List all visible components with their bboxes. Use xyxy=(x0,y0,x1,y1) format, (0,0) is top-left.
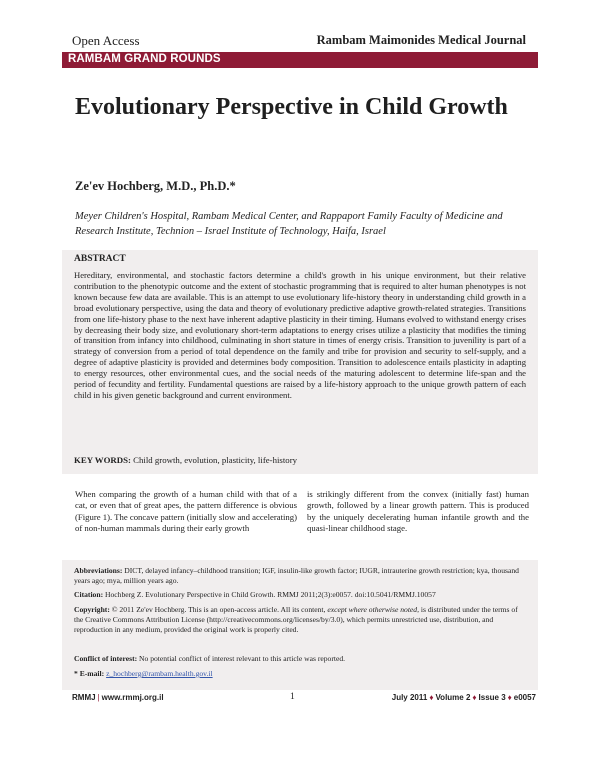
conflict-text: No potential conflict of interest relevant to this article was reported. xyxy=(139,654,346,663)
abbreviations-label: Abbreviations: xyxy=(74,566,123,575)
footer-url[interactable]: www.rmmj.org.il xyxy=(101,693,164,702)
copyright-text-b: is distributed under the terms of the Creative Commons Attribution License (http://creativecommons.org/licenses/by/3.0), which permits unrestricted use, distribution, and reproduction in any medium, provided the original work is properly cited. xyxy=(74,605,518,635)
footer-site xyxy=(72,693,164,702)
keywords-label: KEY WORDS: xyxy=(74,455,131,465)
section-label: RAMBAM GRAND ROUNDS xyxy=(68,53,221,65)
email-label: * E-mail: xyxy=(74,669,105,678)
running-header xyxy=(62,33,538,49)
author-line: Ze'ev Hochberg, M.D., Ph.D.* xyxy=(75,179,236,193)
journal-name: Rambam Maimonides Medical Journal xyxy=(316,33,526,47)
copyright-label: Copyright: xyxy=(74,605,110,614)
citation-label: Citation: xyxy=(74,590,104,599)
abbreviations-note xyxy=(74,566,526,586)
keywords-list: Child growth, evolution, plasticity, life-history xyxy=(133,455,298,465)
conflict-note xyxy=(74,654,526,664)
abstract-text: Hereditary, environmental, and stochastic factors determine a child's growth in his unique environment, but their relative contribution to the phenotypic outcome and the extent of stochastic programming that is required to alter human phenotypes is not known because few data are available. This is an attempt to use evolutionary life-history theory in understanding child growth in a broad evolutionary perspective, using the data and theory of evolutionary predictive adaptive growth-related strategies. Transitions from one life-history phase to the next have inherent adaptive plasticity in their timing. Humans evolved to withstand energy crises by decreasing their body size, and evolutionary short-term adaptations to energy crises utilize a plasticity that modifies the timing of transition from infancy into childhood, culminating in short stature in times of energy crisis. Transition to juvenility is part of a strategy of conversion from a period of total dependence on the family and tribe for provision and security to self-supply, and a degree of adaptive plasticity is provided and determines body composition. Transition to adolescence entails plasticity in adapting to energy resources, other environmental cues, and the social needs of the maturing adolescent to determine life-span and the period of fecundity and fertility. Fundamental questions are raised by a life-history approach to the unique growth pattern of each child in his given genetic background and current environment. xyxy=(74,270,526,400)
copyright-text-a: © 2011 Ze'ev Hochberg. This is an open-access article. All its content, xyxy=(111,605,326,614)
footer-issue xyxy=(392,693,536,702)
footnotes-box xyxy=(62,560,538,690)
affiliation: Meyer Children's Hospital, Rambam Medical Center, and Rappaport Family Faculty of Medicine and Research Institute, Technion – Israel Institute of Technology, Haifa, Israel xyxy=(75,211,503,237)
page-number: 1 xyxy=(290,692,295,702)
conflict-label: Conflict of interest: xyxy=(74,654,138,663)
separator-icon: ♦ xyxy=(429,693,434,702)
body-column-left: When comparing the growth of a human child with that of a cat, or even that of great apes, the pattern difference is obvious (Figure 1). The concave pattern (initially slow and accelerating) of non-human mammals during their early growth xyxy=(75,489,298,534)
page-footer xyxy=(62,692,538,706)
separator-icon: ♦ xyxy=(472,693,477,702)
section-banner xyxy=(62,52,538,68)
copyright-note xyxy=(74,605,526,636)
copyright-italic: except where otherwise noted, xyxy=(327,605,420,614)
email-note xyxy=(74,669,526,679)
abbreviations-text: DICT, delayed infancy–childhood transition; IGF, insulin-like growth factor; IUGR, intrauterine growth restriction; kya, thousand years ago; mya, million years ago. xyxy=(74,566,519,586)
citation-text: Hochberg Z. Evolutionary Perspective in Child Growth. RMMJ 2011;2(3):e0057. doi:10.5041/RMMJ.10057 xyxy=(105,590,436,599)
article-title: Evolutionary Perspective in Child Growth xyxy=(75,94,508,120)
footer-volume: Volume 2 xyxy=(435,693,471,702)
citation-note xyxy=(74,590,526,600)
footer-article-id: e0057 xyxy=(513,693,536,702)
footer-issue-number: Issue 3 xyxy=(478,693,506,702)
body-column-right: is strikingly different from the convex (initially fast) human growth, followed by a linear growth pattern. This is produced by the uniquely decelerating human infantile growth and the quasi-linear childhood stage. xyxy=(307,489,529,534)
open-access-label: Open Access xyxy=(72,33,140,48)
email-link[interactable]: z_hochberg@rambam.health.gov.il xyxy=(106,669,213,678)
footer-date: July 2011 xyxy=(391,693,428,702)
abstract-box xyxy=(62,250,538,474)
abstract-heading: ABSTRACT xyxy=(74,254,126,264)
separator-icon: ♦ xyxy=(507,693,512,702)
footer-rmmj: RMMJ xyxy=(72,693,96,702)
keywords xyxy=(74,455,297,465)
footer-bar: | xyxy=(97,693,100,702)
